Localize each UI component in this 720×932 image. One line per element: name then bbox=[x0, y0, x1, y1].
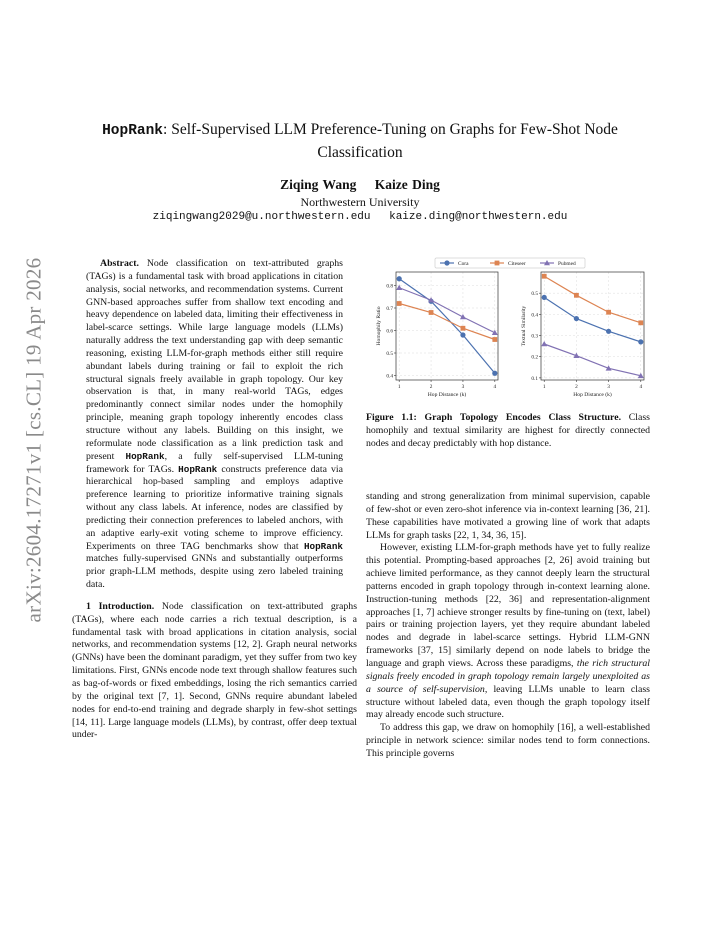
abstract-text: matches fully-supervised GNNs and substantially outperforms prior graph-LLM methods, despite using zero labeled training data. bbox=[86, 553, 343, 591]
arxiv-stamp bbox=[22, 180, 46, 700]
data-point-cora bbox=[397, 276, 402, 281]
data-point-cora bbox=[492, 371, 497, 376]
plot-frame bbox=[541, 272, 644, 380]
caption-title: Graph Topology Encodes Class Structure. bbox=[424, 412, 622, 423]
method-name: HopRank bbox=[178, 463, 218, 475]
legend-label: Cora bbox=[458, 261, 469, 267]
right-column bbox=[366, 491, 650, 761]
y-tick-label: 0.5 bbox=[531, 291, 538, 298]
abstract-text: , a fully self-supervised LLM-tuning framework for TAGs. bbox=[86, 450, 344, 475]
x-tick-label: 2 bbox=[429, 384, 433, 390]
legend-label: Citeseer bbox=[508, 261, 526, 267]
y-tick-label: 0.7 bbox=[386, 306, 393, 312]
data-point-cora bbox=[606, 329, 611, 334]
y-tick-label: 0.4 bbox=[386, 373, 393, 380]
abstract-heading: Abstract. bbox=[100, 258, 139, 269]
body-text: standing and strong generalization from minimal supervision, capable of few-shot or even zero-shot inference via in-context learning [36, 21]. These capabilities have motivated a growing line of work that adapts LLMs for graph tasks [22, 1, 34, 36, 15]. bbox=[366, 491, 650, 541]
x-tick-label: 2 bbox=[575, 384, 578, 390]
series-line-pubmed bbox=[399, 288, 495, 333]
data-point-cora bbox=[460, 332, 465, 337]
data-point-citeseer bbox=[492, 337, 497, 342]
data-point-pubmed bbox=[460, 314, 466, 319]
caption-label: Figure 1.1: bbox=[366, 412, 417, 423]
abstract-paragraph bbox=[86, 258, 343, 592]
x-tick-label: 1 bbox=[397, 384, 401, 390]
section-heading: 1 Introduction. bbox=[86, 600, 155, 612]
x-tick-label: 4 bbox=[639, 384, 643, 390]
left-column bbox=[72, 258, 357, 742]
data-point-cora bbox=[574, 316, 579, 321]
method-name: HopRank bbox=[303, 540, 343, 552]
y-tick-label: 0.6 bbox=[386, 328, 393, 335]
body-text: Node classification on text-attributed graphs (TAGs), where each node carries a rich textual description, is a fundamental task with broad applications in citation analysis, social networks, and recommendation systems [12, 2]. Graph neural networks (GNNs) have been the dominant paradigm, yet they suffer from two key limitations. First, GNNs encode node text through shallow features such as bag-of-words or fixed embeddings, losing the rich semantics carried by the original text [7, 1]. Second, GNNs require abundant labeled nodes for end-to-end training and degrade sharply in few-shot settings [14, 11]. Large language models (LLMs), by contrast, offer deep textual under- bbox=[72, 600, 358, 741]
y-tick-label: 0.1 bbox=[531, 375, 538, 382]
data-point-citeseer bbox=[606, 310, 611, 315]
affiliation: Northwestern University bbox=[300, 195, 420, 209]
y-tick-label: 0.3 bbox=[531, 333, 538, 340]
abstract bbox=[72, 258, 357, 592]
author-name: Kaize Ding bbox=[374, 177, 440, 192]
x-axis-label: Hop Distance (k) bbox=[427, 392, 467, 398]
abstract-text: Node classification on text-attributed graphs (TAGs) is a fundamental task with broad applications in citation analysis, social networks, and recommendation systems. Current GNN-based approaches suffer from shallow text encoding and heavy dependence on labeled data, limiting their effectiveness in label-scarce settings. While large language models (LLMs) naturally address the text understanding gap with deep semantic reasoning, existing LLM-for-graph methods either still require abundant labels during training or fail to exploit the rich structural signals freely available in graph topology. Our key observation is that, in many real-world TAGs, edges predominantly connect similar nodes under the homophily principle, meaning graph topology inherently encodes class structure without any labels. Building on this insight, we reformulate node classification as a link prediction task and present bbox=[86, 258, 343, 462]
y-tick-label: 0.8 bbox=[386, 283, 393, 290]
legend-label: Pubmed bbox=[558, 261, 576, 267]
data-point-citeseer bbox=[542, 274, 547, 279]
legend-marker bbox=[495, 261, 500, 266]
data-point-cora bbox=[638, 339, 643, 344]
plot-frame bbox=[396, 272, 498, 380]
author-name: Ziqing Wang bbox=[280, 177, 357, 192]
paper-title bbox=[60, 119, 660, 164]
data-point-cora bbox=[542, 295, 547, 300]
body-paragraph bbox=[366, 491, 650, 542]
x-tick-label: 1 bbox=[542, 384, 546, 390]
data-point-citeseer bbox=[429, 310, 434, 315]
body-text: To address this gap, we draw on homophily [16], a well-established principle in network science: similar nodes tend to form connections. This principle governs bbox=[366, 722, 650, 759]
body-paragraph bbox=[366, 542, 650, 722]
y-axis-label: Homophily Ratio bbox=[376, 306, 382, 346]
y-tick-label: 0.5 bbox=[386, 351, 393, 357]
emphasis-text: the rich structural signals freely encoded in graph topology remain largely unexploited as a source of self-supervision bbox=[366, 657, 651, 695]
x-tick-label: 3 bbox=[461, 384, 465, 390]
series-line-citeseer bbox=[544, 276, 641, 323]
title-text: : Self-Supervised LLM Preference-Tuning on Graphs for Few-Shot Node Classification bbox=[163, 121, 618, 161]
author-email: kaize.ding@northwestern.edu bbox=[389, 211, 568, 223]
x-tick-label: 3 bbox=[607, 384, 610, 390]
data-point-pubmed bbox=[541, 341, 547, 346]
intro-paragraph bbox=[72, 601, 357, 742]
author-emails bbox=[60, 211, 660, 223]
arxiv-stamp-text: arXiv:2604.17271v1 [cs.CL] 19 Apr 2026 bbox=[21, 257, 46, 623]
data-point-citeseer bbox=[461, 326, 466, 331]
author-list bbox=[60, 177, 660, 193]
data-point-citeseer bbox=[574, 293, 579, 298]
data-point-citeseer bbox=[397, 301, 402, 306]
x-axis-label: Hop Distance (k) bbox=[573, 392, 612, 398]
legend-marker bbox=[444, 260, 449, 265]
figure-caption bbox=[366, 412, 650, 451]
data-point-citeseer bbox=[638, 320, 643, 325]
author-email: ziqingwang2029@u.northwestern.edu bbox=[152, 211, 371, 223]
x-tick-label: 4 bbox=[493, 384, 497, 390]
figure-charts bbox=[366, 255, 652, 415]
y-tick-label: 0.4 bbox=[531, 312, 538, 319]
y-tick-label: 0.2 bbox=[531, 354, 538, 361]
title-method-name: HopRank bbox=[102, 123, 164, 139]
body-paragraph bbox=[366, 722, 650, 761]
abstract-text: constructs preference data via hierarchical hop-based sampling and employs adaptive preference learning to prioritize informative training signals without any class labels. At inference, nodes are classified by predicting their connection preferences to labeled anchors, with an adaptive early-exit voting scheme to improve efficiency. Experiments on three TAG benchmarks show that bbox=[86, 463, 344, 552]
method-name: HopRank bbox=[125, 450, 165, 462]
series-line-pubmed bbox=[544, 344, 641, 376]
body-text: However, existing LLM-for-graph methods have yet to fully realize this potential. Prompting-based approaches [2, 26] avoid training but achieve limited performance, as they cannot deeply learn the structural patterns encoded in graph topology through in-context learning alone. Instruction-tuning methods [22, 36] and representation-alignment approaches [1, 7] achieve stronger results by fine-tuning on (text, label) pairs or training projection layers, yet they require abundant labeled nodes and degrade in label-scarce settings. Hybrid LLM-GNN frameworks [37, 15] similarly depend on node labels to bridge the language and graph views. Across these paradigms, bbox=[366, 542, 650, 669]
figure-1-1 bbox=[366, 255, 652, 415]
caption-text: Class homophily and textual similarity are highest for directly connected nodes and decay predictably with hop distance. bbox=[366, 412, 650, 449]
body-text: , leaving LLMs unable to learn class structure without labeled data, even though the graph topology itself may already encode such structure. bbox=[366, 683, 650, 721]
y-axis-label: Textual Similarity bbox=[521, 305, 527, 347]
